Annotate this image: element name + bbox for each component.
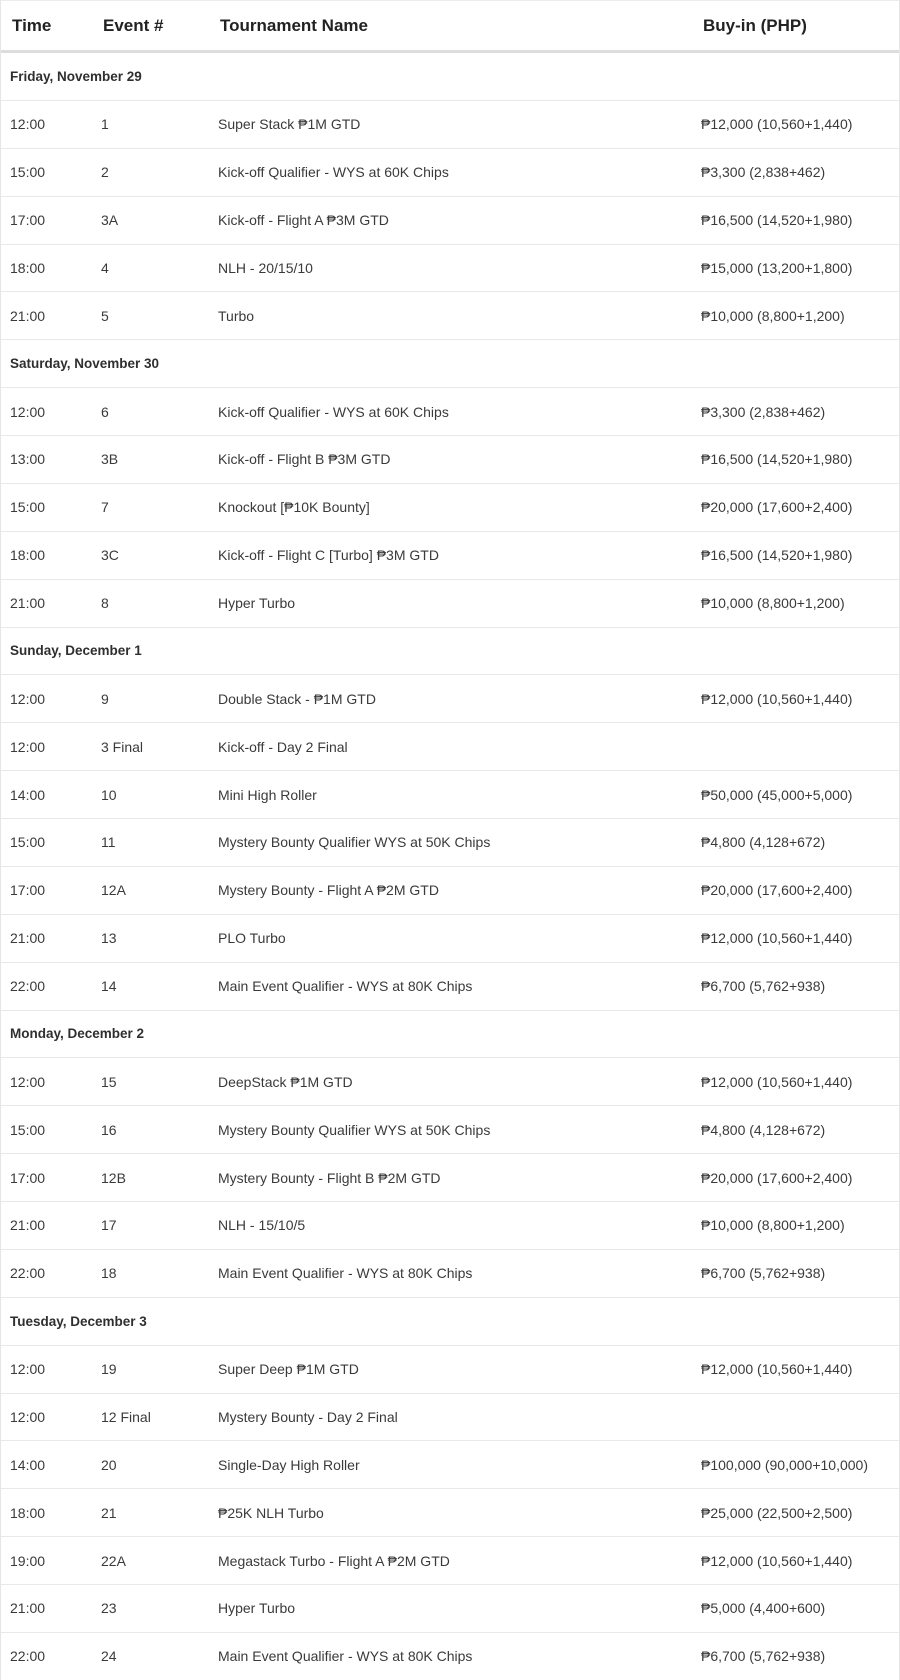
day-header-row bbox=[1, 628, 899, 676]
event-number-cell: 16 bbox=[101, 1121, 117, 1138]
table-row bbox=[1, 436, 899, 484]
buy-in-cell: ₱12,000 (10,560+1,440) bbox=[701, 116, 853, 133]
table-row bbox=[1, 963, 899, 1011]
time-cell: 21:00 bbox=[10, 1217, 46, 1234]
time-cell: 21:00 bbox=[10, 930, 46, 947]
tournament-name-cell: Hyper Turbo bbox=[218, 595, 296, 612]
buy-in-cell: ₱10,000 (8,800+1,200) bbox=[701, 1217, 845, 1234]
table-row bbox=[1, 149, 899, 197]
tournament-name-cell: Mystery Bounty Qualifier WYS at 50K Chips bbox=[218, 834, 491, 851]
buy-in-cell: ₱3,300 (2,838+462) bbox=[701, 403, 826, 420]
time-cell: 15:00 bbox=[10, 1121, 46, 1138]
time-cell: 22:00 bbox=[10, 978, 46, 995]
table-row bbox=[1, 675, 899, 723]
event-number-cell: 9 bbox=[101, 690, 109, 707]
table-row bbox=[1, 1585, 899, 1633]
buy-in-cell: ₱100,000 (90,000+10,000) bbox=[701, 1456, 868, 1473]
event-number-cell: 18 bbox=[101, 1265, 117, 1282]
tournament-name-cell: Kick-off - Day 2 Final bbox=[218, 738, 348, 755]
table-header-row bbox=[1, 0, 899, 53]
table-row bbox=[1, 723, 899, 771]
day-label: Monday, December 2 bbox=[10, 1026, 145, 1042]
event-number-cell: 24 bbox=[101, 1648, 117, 1665]
event-number-cell: 5 bbox=[101, 307, 109, 324]
buy-in-cell: ₱3,300 (2,838+462) bbox=[701, 164, 826, 181]
tournament-name-cell: Super Stack ₱1M GTD bbox=[218, 116, 361, 133]
event-number-cell: 3B bbox=[101, 451, 119, 468]
event-number-cell: 22A bbox=[101, 1552, 126, 1569]
table-row bbox=[1, 1202, 899, 1250]
event-number-cell: 10 bbox=[101, 786, 117, 803]
buy-in-cell: ₱4,800 (4,128+672) bbox=[701, 1121, 826, 1138]
time-cell: 12:00 bbox=[10, 1361, 46, 1378]
tournament-name-cell: Megastack Turbo - Flight A ₱2M GTD bbox=[218, 1552, 450, 1569]
time-cell: 12:00 bbox=[10, 690, 46, 707]
tournament-name-cell: Knockout [₱10K Bounty] bbox=[218, 499, 370, 516]
event-number-cell: 15 bbox=[101, 1073, 117, 1090]
table-row bbox=[1, 771, 899, 819]
tournament-name-cell: Double Stack - ₱1M GTD bbox=[218, 690, 376, 707]
tournament-name-cell: Kick-off Qualifier - WYS at 60K Chips bbox=[218, 403, 449, 420]
table-row bbox=[1, 292, 899, 340]
buy-in-cell: ₱6,700 (5,762+938) bbox=[701, 978, 826, 995]
buy-in-cell: ₱20,000 (17,600+2,400) bbox=[701, 1169, 853, 1186]
day-header-row bbox=[1, 340, 899, 388]
tournament-name-cell: DeepStack ₱1M GTD bbox=[218, 1073, 353, 1090]
tournament-name-cell: Mystery Bounty Qualifier WYS at 50K Chips bbox=[218, 1121, 491, 1138]
event-number-cell: 4 bbox=[101, 259, 109, 276]
table-row bbox=[1, 101, 899, 149]
tournament-name-cell: Kick-off - Flight B ₱3M GTD bbox=[218, 451, 391, 468]
day-label: Sunday, December 1 bbox=[10, 643, 142, 659]
day-label: Saturday, November 30 bbox=[10, 356, 160, 372]
table-row bbox=[1, 819, 899, 867]
tournament-name-cell: Turbo bbox=[218, 307, 255, 324]
time-cell: 17:00 bbox=[10, 882, 46, 899]
buy-in-cell: ₱4,800 (4,128+672) bbox=[701, 834, 826, 851]
tournament-name-cell: NLH - 20/15/10 bbox=[218, 259, 313, 276]
event-number-cell: 17 bbox=[101, 1217, 117, 1234]
event-number-cell: 2 bbox=[101, 164, 109, 181]
tournament-name-cell: Main Event Qualifier - WYS at 80K Chips bbox=[218, 978, 473, 995]
buy-in-cell: ₱16,500 (14,520+1,980) bbox=[701, 451, 853, 468]
event-number-cell: 19 bbox=[101, 1361, 117, 1378]
table-row bbox=[1, 1537, 899, 1585]
time-cell: 17:00 bbox=[10, 212, 46, 229]
time-cell: 14:00 bbox=[10, 1456, 46, 1473]
tournament-name-cell: Main Event Qualifier - WYS at 80K Chips bbox=[218, 1648, 473, 1665]
event-number-cell: 8 bbox=[101, 595, 109, 612]
event-number-cell: 3A bbox=[101, 212, 119, 229]
time-cell: 12:00 bbox=[10, 1073, 46, 1090]
day-header-row bbox=[1, 53, 899, 101]
day-header-row bbox=[1, 1011, 899, 1059]
event-number-cell: 3 Final bbox=[101, 738, 144, 755]
tournament-name-cell: Single-Day High Roller bbox=[218, 1456, 360, 1473]
time-cell: 15:00 bbox=[10, 499, 46, 516]
table-row bbox=[1, 867, 899, 915]
header-buy-in: Buy-in (PHP) bbox=[703, 15, 807, 35]
event-number-cell: 21 bbox=[101, 1504, 117, 1521]
buy-in-cell: ₱6,700 (5,762+938) bbox=[701, 1648, 826, 1665]
event-number-cell: 23 bbox=[101, 1600, 117, 1617]
header-tournament-name: Tournament Name bbox=[220, 15, 368, 35]
table-row bbox=[1, 388, 899, 436]
tournament-name-cell: Kick-off - Flight C [Turbo] ₱3M GTD bbox=[218, 547, 439, 564]
table-row bbox=[1, 245, 899, 293]
time-cell: 18:00 bbox=[10, 1504, 46, 1521]
table-row bbox=[1, 484, 899, 532]
time-cell: 15:00 bbox=[10, 834, 46, 851]
table-row bbox=[1, 197, 899, 245]
buy-in-cell: ₱10,000 (8,800+1,200) bbox=[701, 307, 845, 324]
time-cell: 15:00 bbox=[10, 164, 46, 181]
event-number-cell: 13 bbox=[101, 930, 117, 947]
time-cell: 12:00 bbox=[10, 738, 46, 755]
event-number-cell: 20 bbox=[101, 1456, 117, 1473]
tournament-name-cell: Mystery Bounty - Day 2 Final bbox=[218, 1408, 398, 1425]
table-row bbox=[1, 1394, 899, 1442]
event-number-cell: 12A bbox=[101, 882, 126, 899]
buy-in-cell: ₱12,000 (10,560+1,440) bbox=[701, 1361, 853, 1378]
event-number-cell: 7 bbox=[101, 499, 109, 516]
time-cell: 22:00 bbox=[10, 1265, 46, 1282]
time-cell: 12:00 bbox=[10, 403, 46, 420]
day-label: Friday, November 29 bbox=[10, 68, 142, 84]
tournament-name-cell: NLH - 15/10/5 bbox=[218, 1217, 306, 1234]
buy-in-cell: ₱50,000 (45,000+5,000) bbox=[701, 786, 853, 803]
buy-in-cell: ₱12,000 (10,560+1,440) bbox=[701, 690, 853, 707]
time-cell: 17:00 bbox=[10, 1169, 46, 1186]
tournament-name-cell: Main Event Qualifier - WYS at 80K Chips bbox=[218, 1265, 473, 1282]
time-cell: 13:00 bbox=[10, 451, 46, 468]
table-row bbox=[1, 580, 899, 628]
buy-in-cell: ₱16,500 (14,520+1,980) bbox=[701, 547, 853, 564]
tournament-name-cell: ₱25K NLH Turbo bbox=[218, 1504, 324, 1521]
time-cell: 14:00 bbox=[10, 786, 46, 803]
time-cell: 21:00 bbox=[10, 1600, 46, 1617]
buy-in-cell: ₱25,000 (22,500+2,500) bbox=[701, 1504, 853, 1521]
event-number-cell: 11 bbox=[101, 834, 116, 851]
time-cell: 12:00 bbox=[10, 116, 46, 133]
buy-in-cell: ₱16,500 (14,520+1,980) bbox=[701, 212, 853, 229]
time-cell: 18:00 bbox=[10, 547, 46, 564]
buy-in-cell: ₱10,000 (8,800+1,200) bbox=[701, 595, 845, 612]
table-row bbox=[1, 1346, 899, 1394]
buy-in-cell: ₱20,000 (17,600+2,400) bbox=[701, 499, 853, 516]
buy-in-cell: ₱6,700 (5,762+938) bbox=[701, 1265, 826, 1282]
event-number-cell: 6 bbox=[101, 403, 109, 420]
buy-in-cell: ₱12,000 (10,560+1,440) bbox=[701, 930, 853, 947]
event-number-cell: 3C bbox=[101, 547, 119, 564]
tournament-name-cell: Mystery Bounty - Flight B ₱2M GTD bbox=[218, 1169, 441, 1186]
buy-in-cell: ₱20,000 (17,600+2,400) bbox=[701, 882, 853, 899]
table-row bbox=[1, 915, 899, 963]
buy-in-cell: ₱12,000 (10,560+1,440) bbox=[701, 1073, 853, 1090]
buy-in-cell: ₱15,000 (13,200+1,800) bbox=[701, 259, 853, 276]
time-cell: 21:00 bbox=[10, 595, 46, 612]
table-row bbox=[1, 1489, 899, 1537]
table-row bbox=[1, 1250, 899, 1298]
table-row bbox=[1, 1106, 899, 1154]
day-header-row bbox=[1, 1298, 899, 1346]
event-number-cell: 14 bbox=[101, 978, 117, 995]
time-cell: 22:00 bbox=[10, 1648, 46, 1665]
event-number-cell: 1 bbox=[101, 116, 109, 133]
event-number-cell: 12 Final bbox=[101, 1408, 151, 1425]
table-row bbox=[1, 1154, 899, 1202]
tournament-name-cell: Super Deep ₱1M GTD bbox=[218, 1361, 359, 1378]
table-row bbox=[1, 1441, 899, 1489]
header-time: Time bbox=[12, 15, 52, 35]
header-event-number: Event # bbox=[103, 15, 164, 35]
time-cell: 18:00 bbox=[10, 259, 46, 276]
event-number-cell: 12B bbox=[101, 1169, 126, 1186]
table-row bbox=[1, 1058, 899, 1106]
tournament-name-cell: Mystery Bounty - Flight A ₱2M GTD bbox=[218, 882, 439, 899]
table-row bbox=[1, 1633, 899, 1680]
tournament-name-cell: Kick-off Qualifier - WYS at 60K Chips bbox=[218, 164, 449, 181]
table-row bbox=[1, 532, 899, 580]
table-body bbox=[1, 53, 899, 1680]
time-cell: 12:00 bbox=[10, 1408, 46, 1425]
day-label: Tuesday, December 3 bbox=[10, 1313, 147, 1329]
time-cell: 19:00 bbox=[10, 1552, 46, 1569]
tournament-name-cell: Mini High Roller bbox=[218, 786, 317, 803]
buy-in-cell: ₱12,000 (10,560+1,440) bbox=[701, 1552, 853, 1569]
buy-in-cell: ₱5,000 (4,400+600) bbox=[701, 1600, 826, 1617]
tournament-name-cell: Hyper Turbo bbox=[218, 1600, 296, 1617]
tournament-name-cell: PLO Turbo bbox=[218, 930, 286, 947]
tournament-name-cell: Kick-off - Flight A ₱3M GTD bbox=[218, 212, 389, 229]
time-cell: 21:00 bbox=[10, 307, 46, 324]
